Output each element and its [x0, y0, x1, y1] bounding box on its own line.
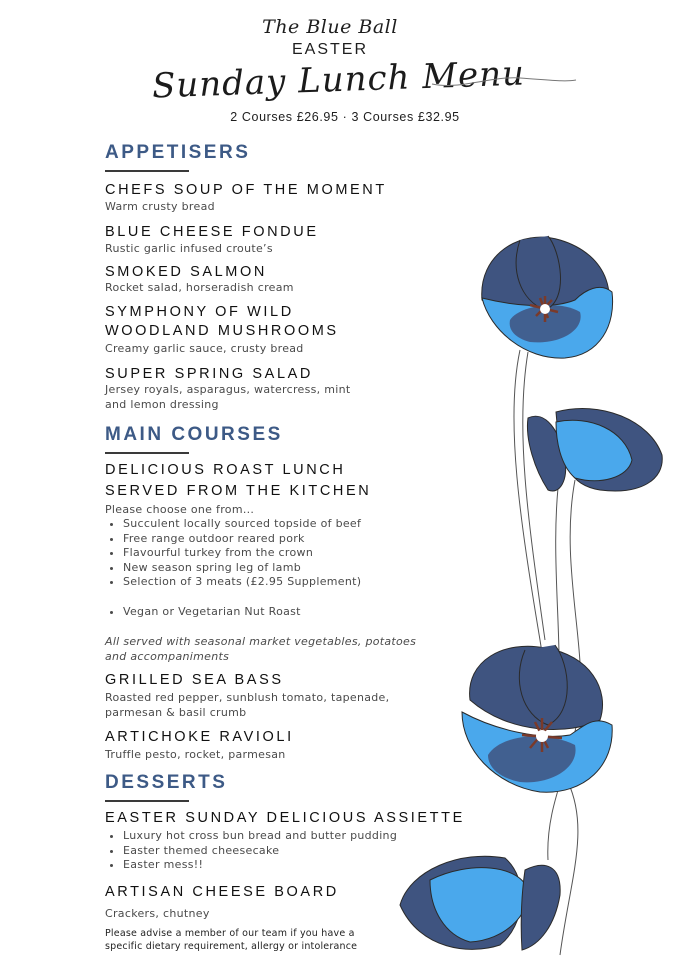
dish-name: SUPER SPRING SALAD	[105, 366, 313, 382]
dish-name: SMOKED SALMON	[105, 264, 267, 280]
poppy-flower	[482, 236, 613, 358]
poppy-flower	[527, 409, 662, 491]
dish-name: SYMPHONY OF WILD	[105, 304, 294, 320]
allergy-notice: Please advise a member of our team if you have a	[105, 928, 355, 939]
list-item: • New season spring leg of lamb	[123, 561, 425, 576]
dish-name: SERVED FROM THE KITCHEN	[105, 483, 372, 499]
occasion-label: EASTER	[291, 41, 368, 58]
roast-note: and accompaniments	[105, 650, 230, 663]
roast-intro: Please choose one from...	[105, 503, 255, 516]
allergy-notice: specific dietary requirement, allergy or intolerance	[105, 941, 358, 952]
dish-name: GRILLED SEA BASS	[105, 672, 284, 688]
stem-line	[560, 782, 578, 955]
list-item: • Vegan or Vegetarian Nut Roast	[123, 605, 425, 620]
dish-description: Roasted red pepper, sunblush tomato, tapenade,	[105, 691, 390, 704]
dish-description: Jersey royals, asparagus, watercress, mint	[105, 383, 351, 396]
menu-title: Sunday Lunch Menu	[151, 53, 526, 107]
dish-description: parmesan & basil crumb	[105, 706, 247, 719]
list-item: • Selection of 3 meats (£2.95 Supplement)	[123, 575, 425, 590]
poppy-flower	[400, 856, 560, 950]
dish-description: Truffle pesto, rocket, parmesan	[105, 748, 286, 761]
dish-description: Warm crusty bread	[105, 200, 215, 213]
dish-name: DELICIOUS ROAST LUNCH	[105, 462, 346, 478]
list-item: • Easter themed cheesecake	[123, 844, 445, 859]
course-prices: 2 Courses £26.95 · 3 Courses £32.95	[230, 110, 460, 124]
appetisers-heading: APPETISERS	[105, 142, 251, 163]
desserts-heading: DESSERTS	[105, 772, 228, 793]
poppy-flower	[462, 645, 612, 792]
roast-note: All served with seasonal market vegetables, potatoes	[105, 635, 417, 648]
list-item: • Flavourful turkey from the crown	[123, 546, 425, 561]
dish-name: EASTER SUNDAY DELICIOUS ASSIETTE	[105, 810, 465, 826]
list-item: • Free range outdoor reared pork	[123, 532, 425, 547]
dish-description: and lemon dressing	[105, 398, 219, 411]
stem-line	[523, 352, 545, 640]
dish-name: WOODLAND MUSHROOMS	[105, 323, 339, 339]
list-item: • Luxury hot cross bun bread and butter pudding	[123, 829, 445, 844]
list-item: • Succulent locally sourced topside of beef	[123, 517, 425, 532]
dish-description: Crackers, chutney	[105, 907, 210, 920]
dish-name: ARTICHOKE RAVIOLI	[105, 729, 294, 745]
main-courses-heading: MAIN COURSES	[105, 424, 283, 445]
restaurant-name: The Blue Ball	[262, 16, 398, 38]
dish-description: Rocket salad, horseradish cream	[105, 281, 294, 294]
dish-name: ARTISAN CHEESE BOARD	[105, 884, 339, 900]
list-item: • Easter mess!!	[123, 858, 445, 873]
dish-name: CHEFS SOUP OF THE MOMENT	[105, 182, 387, 198]
dish-description: Rustic garlic infused croute’s	[105, 242, 273, 255]
dish-name: BLUE CHEESE FONDUE	[105, 224, 319, 240]
dish-description: Creamy garlic sauce, crusty bread	[105, 342, 304, 355]
